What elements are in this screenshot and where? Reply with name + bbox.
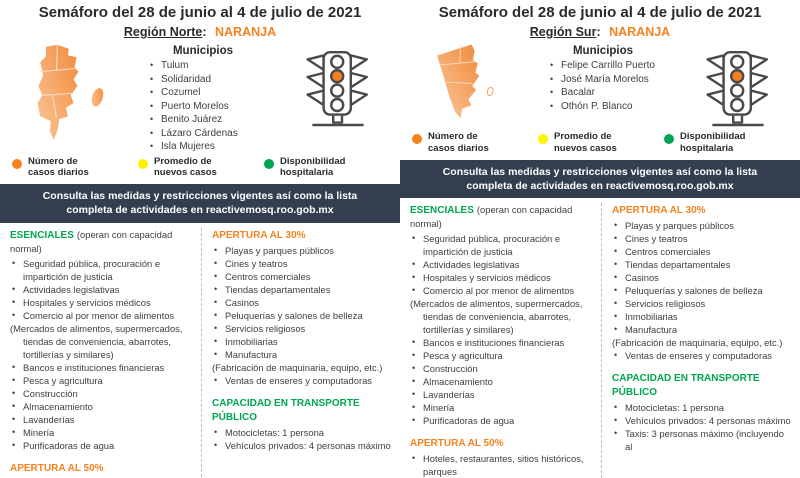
region-separator: :	[596, 25, 601, 39]
region-value: NARANJA	[609, 25, 671, 39]
column-apertura	[201, 228, 392, 477]
list-item: • Playas y parques públicos	[612, 219, 792, 232]
region-value: NARANJA	[215, 25, 277, 39]
info-banner: Consulta las medidas y restricciones vigentes así como la lista completa de actividades en reactivemosq.roo.gob.mx	[0, 184, 400, 222]
legend	[0, 154, 400, 185]
municipios-block	[126, 41, 300, 154]
list-item: • Solidaridad	[148, 73, 300, 87]
list-item: • Centros comerciales	[612, 245, 792, 258]
green-dot-icon	[264, 159, 274, 169]
list-item: • Centros comerciales	[212, 270, 392, 283]
section-heading-suffix: (operan con capacidad normal)	[10, 228, 173, 254]
traffic-light-icon	[700, 49, 776, 129]
list-item: • Playas y parques públicos	[212, 244, 392, 257]
list-item: (Fabricación de maquinaria, equipo, etc.)	[612, 337, 783, 349]
section-heading: APERTURA AL 30%	[212, 229, 306, 241]
section-apertura-30	[212, 228, 392, 387]
legend-label-line: nuevos casos	[554, 142, 617, 154]
list-item: • Cines y teatros	[612, 232, 792, 245]
list-item: • Construcción	[10, 387, 193, 400]
list-item: • Lavanderías	[410, 388, 593, 401]
list-item: • Vehículos privados: 4 personas máximo	[212, 439, 392, 452]
traffic-light	[300, 41, 384, 129]
list-item: • Peluquerías y salones de belleza	[612, 284, 792, 297]
section-heading: ESENCIALES	[10, 229, 74, 241]
legend-label-line: Número de	[428, 131, 478, 142]
section-heading: APERTURA AL 50%	[410, 438, 504, 450]
section-transporte	[612, 371, 792, 453]
region-line	[400, 25, 800, 39]
region-label: Región Norte	[123, 25, 203, 39]
municipios-list	[548, 59, 700, 113]
section-apertura-50	[410, 436, 593, 478]
section-heading: APERTURA AL 50%	[10, 462, 104, 474]
list-item: • Motocicletas: 1 persona	[612, 401, 792, 414]
activity-list	[612, 401, 792, 453]
list-item: • Purificadoras de agua	[410, 414, 593, 427]
green-dot-icon	[664, 134, 674, 144]
panel-title: Semáforo del 28 de junio al 4 de julio de 2021	[438, 4, 762, 21]
traffic-light-icon	[300, 49, 376, 129]
section-transporte	[212, 396, 392, 452]
legend-item-daily-cases	[12, 156, 138, 180]
list-item: • Ventas de enseres y computadoras	[212, 374, 392, 387]
list-item: • Minería	[410, 401, 593, 414]
list-item: • Casinos	[612, 271, 792, 284]
list-item: • Seguridad pública, procuración e impartición de justicia	[410, 232, 593, 258]
legend-label-line: Promedio de	[554, 131, 612, 142]
legend-item-hospital	[264, 156, 390, 180]
list-item: • Manufactura	[612, 323, 792, 336]
quintana-roo-map-south-icon	[410, 43, 522, 125]
list-item: • Construcción	[410, 362, 593, 375]
list-item: • Almacenamiento	[410, 375, 593, 388]
quintana-roo-map-north-icon	[10, 43, 122, 143]
list-item: • Vehículos privados: 4 personas máximo	[612, 414, 792, 427]
legend	[400, 129, 800, 160]
info-banner: Consulta las medidas y restricciones vigentes así como la lista completa de actividades en reactivemosq.roo.gob.mx	[400, 160, 800, 198]
list-item: (Mercados de alimentos, supermercados, tiendas de conveniencia, abarrotes, tortillerías y similares)	[10, 322, 183, 360]
list-item: • Peluquerías y salones de belleza	[212, 309, 392, 322]
list-item: • Servicios religiosos	[212, 322, 392, 335]
list-item: • Taxis: 3 personas máximo (incluyendo al	[612, 427, 792, 453]
section-esenciales	[10, 228, 193, 452]
list-item: • Hoteles, restaurantes, sitios históricos, parques	[410, 452, 593, 478]
activities-content	[400, 198, 800, 478]
activities-content	[0, 223, 400, 477]
list-item: • Hospitales y servicios médicos	[10, 296, 193, 309]
section-heading: ESENCIALES	[410, 205, 474, 217]
list-item: • Actividades legislativas	[10, 283, 193, 296]
list-item: • Ventas de enseres y computadoras	[612, 349, 792, 362]
column-esenciales	[10, 228, 201, 477]
list-item: • Pesca y agricultura	[410, 349, 593, 362]
list-item: • Manufactura	[212, 348, 392, 361]
column-esenciales	[410, 203, 601, 478]
list-item: • Cozumel	[148, 86, 300, 100]
list-item: (Fabricación de maquinaria, equipo, etc.)	[212, 361, 383, 373]
top-row	[400, 39, 800, 129]
yellow-dot-icon	[538, 134, 548, 144]
list-item: • Puerto Morelos	[148, 100, 300, 114]
list-item: • Motocicletas: 1 persona	[212, 426, 392, 439]
region-separator: :	[202, 25, 207, 39]
list-item: • Purificadoras de agua	[10, 439, 193, 452]
list-item: (Mercados de alimentos, supermercados, tiendas de conveniencia, abarrotes, tortillerías y similares)	[410, 298, 583, 336]
legend-item-daily-cases	[412, 131, 538, 155]
activity-list	[612, 219, 792, 362]
list-item: • Inmobiliarias	[212, 335, 392, 348]
list-item: • Tiendas departamentales	[212, 283, 392, 296]
list-item: • Lavanderías	[10, 413, 193, 426]
panel-region-norte	[0, 0, 400, 474]
section-apertura-30	[612, 203, 792, 362]
traffic-light	[700, 41, 784, 129]
legend-label-line: hospitalaria	[680, 142, 734, 154]
panel-region-sur	[400, 0, 800, 478]
legend-label-line: casos diarios	[28, 167, 89, 179]
list-item: • Actividades legislativas	[410, 258, 593, 271]
municipios-heading: Municipios	[572, 45, 634, 57]
legend-item-hospital	[664, 131, 790, 155]
list-item: • Bancos e instituciones financieras	[410, 336, 593, 349]
legend-label-line: hospitalaria	[280, 167, 334, 179]
orange-dot-icon	[12, 159, 22, 169]
section-heading: CAPACIDAD EN TRANSPORTE PÚBLICO	[212, 397, 360, 423]
activity-list	[212, 244, 392, 387]
activity-list	[410, 232, 593, 427]
list-item: • Lázaro Cárdenas	[148, 127, 300, 141]
activity-list	[410, 452, 593, 478]
list-item: • Tulum	[148, 59, 300, 73]
list-item: • Seguridad pública, procuración e impartición de justicia	[10, 257, 193, 283]
list-item: • Bancos e instituciones financieras	[10, 361, 193, 374]
state-map	[406, 41, 526, 125]
legend-item-new-cases	[138, 156, 264, 180]
section-apertura-50	[10, 461, 193, 475]
list-item: • Comercio al por menor de alimentos	[410, 284, 593, 297]
column-apertura	[601, 203, 792, 478]
legend-label-line: Número de	[28, 155, 78, 167]
list-item: • Almacenamiento	[10, 400, 193, 413]
list-item: • Benito Juárez	[148, 113, 300, 127]
section-heading: CAPACIDAD EN TRANSPORTE PÚBLICO	[612, 373, 760, 399]
municipios-heading: Municipios	[172, 45, 234, 57]
list-item: • Felipe Carrillo Puerto	[548, 59, 700, 73]
activity-list	[212, 426, 392, 452]
list-item: • Cines y teatros	[212, 257, 392, 270]
yellow-dot-icon	[138, 159, 148, 169]
section-esenciales	[410, 203, 593, 427]
list-item: • Tiendas departamentales	[612, 258, 792, 271]
panel-title: Semáforo del 28 de junio al 4 de julio de 2021	[38, 4, 362, 21]
section-heading-suffix: (operan con capacidad normal)	[410, 204, 573, 230]
municipios-block	[526, 41, 700, 113]
state-map	[6, 41, 126, 143]
activity-list	[10, 257, 193, 452]
list-item: • Servicios religiosos	[612, 297, 792, 310]
legend-label-line: Disponibilidad	[680, 131, 746, 142]
list-item: • Othón P. Blanco	[548, 100, 700, 114]
section-heading: APERTURA AL 30%	[612, 205, 706, 217]
list-item: • José María Morelos	[548, 73, 700, 87]
list-item: • Hospitales y servicios médicos	[410, 271, 593, 284]
region-line	[0, 25, 400, 39]
list-item: • Minería	[10, 426, 193, 439]
legend-label-line: Disponibilidad	[280, 155, 346, 167]
list-item: • Pesca y agricultura	[10, 374, 193, 387]
legend-label-line: nuevos casos	[154, 167, 217, 179]
region-label: Región Sur	[529, 25, 597, 39]
legend-label-line: Promedio de	[154, 155, 212, 167]
list-item: • Bacalar	[548, 86, 700, 100]
orange-dot-icon	[412, 134, 422, 144]
top-row	[0, 39, 400, 154]
legend-item-new-cases	[538, 131, 664, 155]
legend-label-line: casos diarios	[428, 142, 489, 154]
list-item: • Comercio al por menor de alimentos	[10, 309, 193, 322]
list-item: • Casinos	[212, 296, 392, 309]
municipios-list	[148, 59, 300, 154]
list-item: • Inmobiliarias	[612, 310, 792, 323]
list-item: • Isla Mujeres	[148, 140, 300, 154]
